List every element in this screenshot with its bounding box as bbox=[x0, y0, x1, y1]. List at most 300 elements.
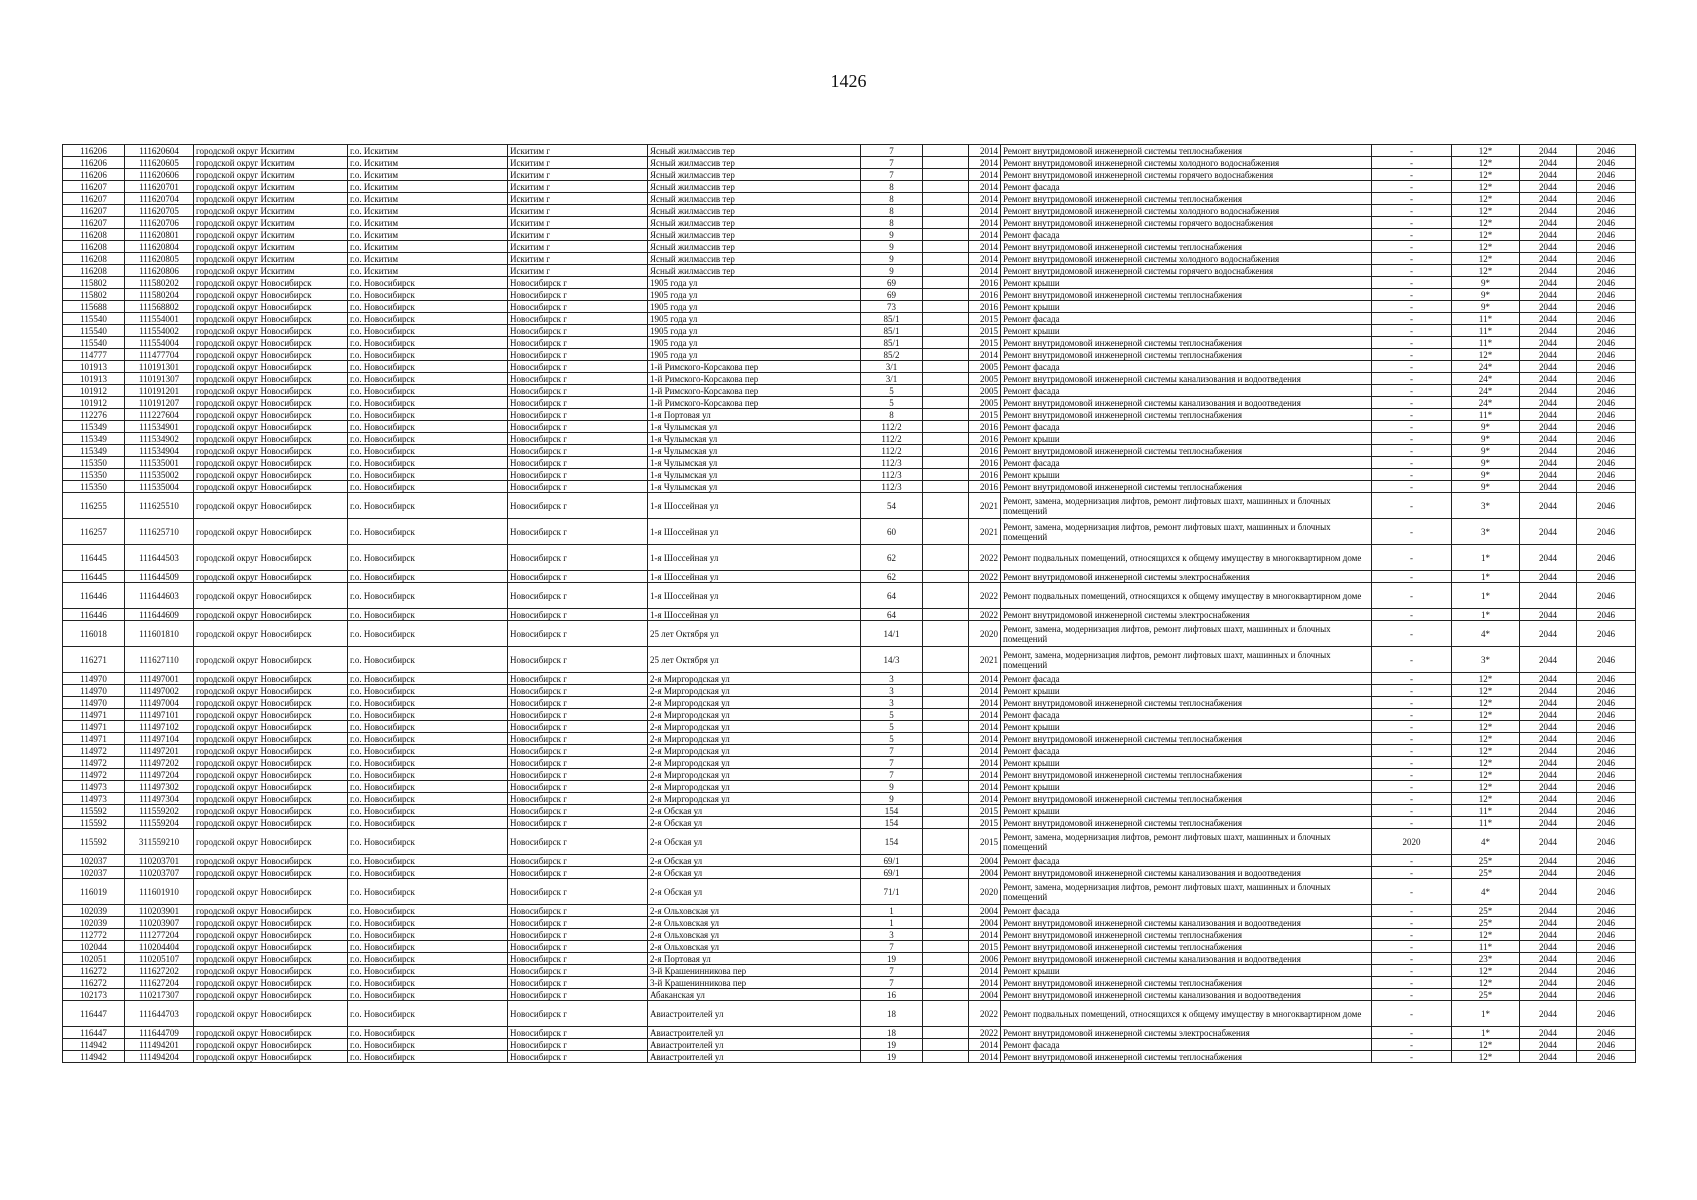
cell-building bbox=[923, 217, 969, 229]
cell-start-year: 2044 bbox=[1520, 709, 1577, 721]
cell-street: 1-й Римского-Корсакова пер bbox=[648, 385, 861, 397]
cell-house-id: 115349 bbox=[63, 421, 125, 433]
cell-house-number: 112/2 bbox=[861, 421, 923, 433]
table-row bbox=[63, 229, 1636, 241]
cell-house-id: 115802 bbox=[63, 277, 125, 289]
table-row bbox=[63, 313, 1636, 325]
cell-street: Ясный жилмассив тер bbox=[648, 265, 861, 277]
cell-house-number: 7 bbox=[861, 145, 923, 157]
cell-house-number: 112/3 bbox=[861, 469, 923, 481]
cell-planned-year: - bbox=[1372, 583, 1452, 609]
cell-start-year: 2044 bbox=[1520, 253, 1577, 265]
cell-element-id: 111497204 bbox=[125, 769, 194, 781]
cell-settlement: Новосибирск г bbox=[508, 571, 648, 583]
cell-street: 2-я Ольховская ул bbox=[648, 905, 861, 917]
cell-term: 9* bbox=[1452, 469, 1520, 481]
cell-municipal-formation: г.о. Новосибирск bbox=[348, 545, 508, 571]
cell-house-number: 64 bbox=[861, 583, 923, 609]
cell-house-id: 115592 bbox=[63, 829, 125, 855]
cell-house-id: 102037 bbox=[63, 867, 125, 879]
cell-element-id: 111559202 bbox=[125, 805, 194, 817]
cell-house-id: 116445 bbox=[63, 571, 125, 583]
cell-element-id: 111497002 bbox=[125, 685, 194, 697]
table-row bbox=[63, 673, 1636, 685]
cell-term: 12* bbox=[1452, 977, 1520, 989]
cell-settlement: Новосибирск г bbox=[508, 609, 648, 621]
cell-planned-year: - bbox=[1372, 929, 1452, 941]
cell-municipal-formation: г.о. Новосибирск bbox=[348, 397, 508, 409]
cell-planned-year: - bbox=[1372, 361, 1452, 373]
cell-element-id: 111625510 bbox=[125, 493, 194, 519]
cell-house-id: 102044 bbox=[63, 941, 125, 953]
cell-element-id: 111627110 bbox=[125, 647, 194, 673]
cell-term: 1* bbox=[1452, 571, 1520, 583]
cell-work-type: Ремонт внутридомовой инженерной системы теплоснабжения bbox=[1001, 977, 1372, 989]
cell-element-id: 111554004 bbox=[125, 337, 194, 349]
table-row bbox=[63, 421, 1636, 433]
cell-building bbox=[923, 1039, 969, 1051]
cell-element-id: 110191207 bbox=[125, 397, 194, 409]
cell-house-id: 102051 bbox=[63, 953, 125, 965]
cell-building bbox=[923, 855, 969, 867]
cell-building bbox=[923, 385, 969, 397]
cell-element-id: 110217307 bbox=[125, 989, 194, 1001]
cell-term: 9* bbox=[1452, 277, 1520, 289]
table-row bbox=[63, 805, 1636, 817]
cell-element-id: 111620804 bbox=[125, 241, 194, 253]
cell-term: 25* bbox=[1452, 855, 1520, 867]
cell-start-year: 2044 bbox=[1520, 583, 1577, 609]
cell-work-type: Ремонт внутридомовой инженерной системы горячего водоснабжения bbox=[1001, 265, 1372, 277]
cell-street: 3-й Крашенинникова пер bbox=[648, 965, 861, 977]
cell-start-year: 2044 bbox=[1520, 793, 1577, 805]
cell-house-id: 116446 bbox=[63, 609, 125, 621]
cell-term: 12* bbox=[1452, 929, 1520, 941]
cell-municipality: городской округ Новосибирск bbox=[194, 769, 348, 781]
cell-house-id: 116019 bbox=[63, 879, 125, 905]
cell-planned-year: - bbox=[1372, 1001, 1452, 1027]
cell-term: 12* bbox=[1452, 709, 1520, 721]
cell-start-year: 2044 bbox=[1520, 817, 1577, 829]
cell-term: 11* bbox=[1452, 941, 1520, 953]
cell-house-number: 14/1 bbox=[861, 621, 923, 647]
cell-element-id: 110191201 bbox=[125, 385, 194, 397]
table-row bbox=[63, 409, 1636, 421]
cell-planned-year: - bbox=[1372, 905, 1452, 917]
cell-building bbox=[923, 545, 969, 571]
cell-municipal-formation: г.о. Искитим bbox=[348, 253, 508, 265]
cell-end-year: 2046 bbox=[1577, 685, 1636, 697]
cell-planned-year: - bbox=[1372, 545, 1452, 571]
cell-year: 2014 bbox=[969, 1039, 1001, 1051]
cell-house-number: 7 bbox=[861, 757, 923, 769]
cell-planned-year: - bbox=[1372, 733, 1452, 745]
cell-house-number: 5 bbox=[861, 733, 923, 745]
cell-end-year: 2046 bbox=[1577, 325, 1636, 337]
cell-municipality: городской округ Новосибирск bbox=[194, 385, 348, 397]
cell-building bbox=[923, 709, 969, 721]
cell-municipality: городской округ Новосибирск bbox=[194, 721, 348, 733]
cell-municipal-formation: г.о. Новосибирск bbox=[348, 469, 508, 481]
cell-building bbox=[923, 445, 969, 457]
cell-end-year: 2046 bbox=[1577, 277, 1636, 289]
cell-street: 1-я Шоссейная ул bbox=[648, 493, 861, 519]
cell-municipal-formation: г.о. Новосибирск bbox=[348, 361, 508, 373]
cell-municipal-formation: г.о. Новосибирск bbox=[348, 373, 508, 385]
cell-house-id: 114970 bbox=[63, 685, 125, 697]
cell-start-year: 2044 bbox=[1520, 867, 1577, 879]
cell-work-type: Ремонт, замена, модернизация лифтов, ремонт лифтовых шахт, машинных и блочных помещений bbox=[1001, 519, 1372, 545]
cell-term: 12* bbox=[1452, 781, 1520, 793]
cell-house-number: 85/1 bbox=[861, 325, 923, 337]
table-row bbox=[63, 781, 1636, 793]
table-row bbox=[63, 457, 1636, 469]
cell-start-year: 2044 bbox=[1520, 277, 1577, 289]
cell-street: 1905 года ул bbox=[648, 277, 861, 289]
cell-house-number: 9 bbox=[861, 229, 923, 241]
cell-settlement: Новосибирск г bbox=[508, 879, 648, 905]
cell-municipal-formation: г.о. Искитим bbox=[348, 217, 508, 229]
cell-municipal-formation: г.о. Искитим bbox=[348, 145, 508, 157]
cell-start-year: 2044 bbox=[1520, 229, 1577, 241]
cell-street: 2-я Миргородская ул bbox=[648, 673, 861, 685]
cell-planned-year: - bbox=[1372, 241, 1452, 253]
cell-planned-year: - bbox=[1372, 697, 1452, 709]
cell-element-id: 111620706 bbox=[125, 217, 194, 229]
table-row bbox=[63, 855, 1636, 867]
cell-building bbox=[923, 941, 969, 953]
cell-planned-year: - bbox=[1372, 193, 1452, 205]
cell-year: 2015 bbox=[969, 325, 1001, 337]
cell-house-id: 116208 bbox=[63, 265, 125, 277]
cell-end-year: 2046 bbox=[1577, 855, 1636, 867]
table-row bbox=[63, 941, 1636, 953]
cell-municipality: городской округ Новосибирск bbox=[194, 571, 348, 583]
cell-municipality: городской округ Новосибирск bbox=[194, 349, 348, 361]
cell-municipal-formation: г.о. Новосибирск bbox=[348, 685, 508, 697]
cell-element-id: 111534904 bbox=[125, 445, 194, 457]
cell-year: 2014 bbox=[969, 709, 1001, 721]
cell-house-number: 9 bbox=[861, 265, 923, 277]
cell-street: 1-я Чулымская ул bbox=[648, 433, 861, 445]
cell-building bbox=[923, 519, 969, 545]
cell-building bbox=[923, 685, 969, 697]
cell-year: 2021 bbox=[969, 493, 1001, 519]
cell-settlement: Новосибирск г bbox=[508, 917, 648, 929]
cell-work-type: Ремонт внутридомовой инженерной системы горячего водоснабжения bbox=[1001, 217, 1372, 229]
cell-municipal-formation: г.о. Новосибирск bbox=[348, 697, 508, 709]
cell-start-year: 2044 bbox=[1520, 1039, 1577, 1051]
cell-end-year: 2046 bbox=[1577, 519, 1636, 545]
cell-street: 1905 года ул bbox=[648, 349, 861, 361]
cell-term: 12* bbox=[1452, 253, 1520, 265]
cell-start-year: 2044 bbox=[1520, 647, 1577, 673]
cell-municipality: городской округ Новосибирск bbox=[194, 867, 348, 879]
cell-work-type: Ремонт крыши bbox=[1001, 469, 1372, 481]
cell-municipality: городской округ Новосибирск bbox=[194, 373, 348, 385]
cell-end-year: 2046 bbox=[1577, 433, 1636, 445]
cell-house-id: 115540 bbox=[63, 313, 125, 325]
cell-house-number: 5 bbox=[861, 721, 923, 733]
cell-work-type: Ремонт внутридомовой инженерной системы канализования и водоотведения bbox=[1001, 917, 1372, 929]
cell-planned-year: - bbox=[1372, 879, 1452, 905]
cell-municipality: городской округ Новосибирск bbox=[194, 685, 348, 697]
cell-year: 2022 bbox=[969, 1001, 1001, 1027]
cell-house-number: 154 bbox=[861, 829, 923, 855]
cell-municipal-formation: г.о. Новосибирск bbox=[348, 647, 508, 673]
cell-municipal-formation: г.о. Новосибирск bbox=[348, 989, 508, 1001]
cell-municipality: городской округ Новосибирск bbox=[194, 481, 348, 493]
table-row bbox=[63, 205, 1636, 217]
cell-year: 2016 bbox=[969, 469, 1001, 481]
cell-end-year: 2046 bbox=[1577, 145, 1636, 157]
table-row bbox=[63, 829, 1636, 855]
cell-term: 12* bbox=[1452, 673, 1520, 685]
cell-term: 12* bbox=[1452, 217, 1520, 229]
cell-planned-year: - bbox=[1372, 709, 1452, 721]
cell-settlement: Новосибирск г bbox=[508, 965, 648, 977]
cell-end-year: 2046 bbox=[1577, 253, 1636, 265]
cell-planned-year: - bbox=[1372, 867, 1452, 879]
table-row bbox=[63, 325, 1636, 337]
cell-municipality: городской округ Новосибирск bbox=[194, 941, 348, 953]
cell-municipality: городской округ Новосибирск bbox=[194, 977, 348, 989]
cell-street: Ясный жилмассив тер bbox=[648, 169, 861, 181]
cell-street: 1-я Чулымская ул bbox=[648, 457, 861, 469]
cell-year: 2014 bbox=[969, 793, 1001, 805]
cell-year: 2022 bbox=[969, 583, 1001, 609]
cell-work-type: Ремонт внутридомовой инженерной системы теплоснабжения bbox=[1001, 289, 1372, 301]
cell-element-id: 111644709 bbox=[125, 1027, 194, 1039]
cell-building bbox=[923, 781, 969, 793]
cell-element-id: 111227604 bbox=[125, 409, 194, 421]
cell-settlement: Новосибирск г bbox=[508, 361, 648, 373]
cell-house-id: 114972 bbox=[63, 757, 125, 769]
cell-planned-year: - bbox=[1372, 685, 1452, 697]
cell-house-id: 112276 bbox=[63, 409, 125, 421]
cell-planned-year: - bbox=[1372, 265, 1452, 277]
cell-street: 3-й Крашенинникова пер bbox=[648, 977, 861, 989]
cell-street: 1-я Шоссейная ул bbox=[648, 609, 861, 621]
cell-building bbox=[923, 409, 969, 421]
cell-settlement: Новосибирск г bbox=[508, 397, 648, 409]
cell-house-id: 114942 bbox=[63, 1039, 125, 1051]
cell-start-year: 2044 bbox=[1520, 157, 1577, 169]
cell-element-id: 111625710 bbox=[125, 519, 194, 545]
cell-house-id: 115350 bbox=[63, 481, 125, 493]
cell-municipal-formation: г.о. Новосибирск bbox=[348, 493, 508, 519]
cell-work-type: Ремонт фасада bbox=[1001, 673, 1372, 685]
cell-municipal-formation: г.о. Новосибирск bbox=[348, 769, 508, 781]
cell-house-number: 19 bbox=[861, 953, 923, 965]
cell-building bbox=[923, 621, 969, 647]
cell-work-type: Ремонт подвальных помещений, относящихся к общему имуществу в многоквартирном доме bbox=[1001, 583, 1372, 609]
cell-planned-year: - bbox=[1372, 1039, 1452, 1051]
cell-street: 2-я Миргородская ул bbox=[648, 697, 861, 709]
cell-year: 2014 bbox=[969, 169, 1001, 181]
cell-building bbox=[923, 721, 969, 733]
cell-municipality: городской округ Новосибирск bbox=[194, 325, 348, 337]
cell-settlement: Искитим г bbox=[508, 241, 648, 253]
cell-street: Ясный жилмассив тер bbox=[648, 229, 861, 241]
cell-year: 2016 bbox=[969, 289, 1001, 301]
cell-municipality: городской округ Новосибирск bbox=[194, 289, 348, 301]
cell-year: 2014 bbox=[969, 781, 1001, 793]
cell-house-id: 114973 bbox=[63, 781, 125, 793]
cell-municipality: городской округ Новосибирск bbox=[194, 829, 348, 855]
cell-end-year: 2046 bbox=[1577, 953, 1636, 965]
cell-end-year: 2046 bbox=[1577, 745, 1636, 757]
cell-start-year: 2044 bbox=[1520, 1027, 1577, 1039]
cell-year: 2014 bbox=[969, 673, 1001, 685]
cell-end-year: 2046 bbox=[1577, 1001, 1636, 1027]
cell-end-year: 2046 bbox=[1577, 241, 1636, 253]
cell-start-year: 2044 bbox=[1520, 571, 1577, 583]
cell-house-id: 115350 bbox=[63, 469, 125, 481]
cell-house-number: 69/1 bbox=[861, 867, 923, 879]
cell-building bbox=[923, 301, 969, 313]
cell-municipality: городской округ Новосибирск bbox=[194, 409, 348, 421]
cell-work-type: Ремонт, замена, модернизация лифтов, ремонт лифтовых шахт, машинных и блочных помещений bbox=[1001, 879, 1372, 905]
table-row bbox=[63, 709, 1636, 721]
cell-municipal-formation: г.о. Искитим bbox=[348, 229, 508, 241]
cell-work-type: Ремонт внутридомовой инженерной системы электроснабжения bbox=[1001, 1027, 1372, 1039]
table-row bbox=[63, 965, 1636, 977]
cell-house-number: 1 bbox=[861, 917, 923, 929]
cell-municipality: городской округ Искитим bbox=[194, 217, 348, 229]
table-row bbox=[63, 905, 1636, 917]
cell-house-id: 115349 bbox=[63, 445, 125, 457]
cell-settlement: Новосибирск г bbox=[508, 313, 648, 325]
cell-end-year: 2046 bbox=[1577, 965, 1636, 977]
cell-planned-year: - bbox=[1372, 917, 1452, 929]
cell-start-year: 2044 bbox=[1520, 781, 1577, 793]
cell-municipal-formation: г.о. Новосибирск bbox=[348, 457, 508, 469]
cell-term: 11* bbox=[1452, 337, 1520, 349]
cell-house-number: 9 bbox=[861, 253, 923, 265]
cell-work-type: Ремонт крыши bbox=[1001, 721, 1372, 733]
cell-planned-year: - bbox=[1372, 621, 1452, 647]
cell-end-year: 2046 bbox=[1577, 621, 1636, 647]
cell-house-id: 114973 bbox=[63, 793, 125, 805]
cell-planned-year: - bbox=[1372, 445, 1452, 457]
cell-planned-year: - bbox=[1372, 769, 1452, 781]
cell-year: 2016 bbox=[969, 481, 1001, 493]
cell-end-year: 2046 bbox=[1577, 1027, 1636, 1039]
cell-term: 12* bbox=[1452, 145, 1520, 157]
cell-end-year: 2046 bbox=[1577, 469, 1636, 481]
cell-house-id: 116018 bbox=[63, 621, 125, 647]
cell-end-year: 2046 bbox=[1577, 879, 1636, 905]
table-row bbox=[63, 217, 1636, 229]
cell-street: 2-я Миргородская ул bbox=[648, 721, 861, 733]
cell-street: 1-я Шоссейная ул bbox=[648, 583, 861, 609]
table-row bbox=[63, 385, 1636, 397]
cell-settlement: Новосибирск г bbox=[508, 481, 648, 493]
cell-element-id: 111644703 bbox=[125, 1001, 194, 1027]
cell-start-year: 2044 bbox=[1520, 337, 1577, 349]
cell-municipal-formation: г.о. Искитим bbox=[348, 181, 508, 193]
table-row bbox=[63, 481, 1636, 493]
cell-work-type: Ремонт внутридомовой инженерной системы холодного водоснабжения bbox=[1001, 253, 1372, 265]
cell-house-number: 7 bbox=[861, 965, 923, 977]
cell-municipality: городской округ Искитим bbox=[194, 181, 348, 193]
cell-work-type: Ремонт, замена, модернизация лифтов, ремонт лифтовых шахт, машинных и блочных помещений bbox=[1001, 493, 1372, 519]
cell-house-id: 114971 bbox=[63, 733, 125, 745]
cell-settlement: Новосибирск г bbox=[508, 1027, 648, 1039]
cell-building bbox=[923, 337, 969, 349]
cell-building bbox=[923, 349, 969, 361]
cell-planned-year: - bbox=[1372, 277, 1452, 289]
repair-schedule-table bbox=[62, 144, 1636, 1063]
cell-term: 11* bbox=[1452, 817, 1520, 829]
cell-municipal-formation: г.о. Новосибирск bbox=[348, 519, 508, 545]
cell-year: 2015 bbox=[969, 313, 1001, 325]
cell-end-year: 2046 bbox=[1577, 697, 1636, 709]
cell-municipal-formation: г.о. Новосибирск bbox=[348, 1051, 508, 1063]
cell-building bbox=[923, 277, 969, 289]
cell-settlement: Новосибирск г bbox=[508, 469, 648, 481]
cell-term: 9* bbox=[1452, 433, 1520, 445]
cell-municipality: городской округ Новосибирск bbox=[194, 709, 348, 721]
cell-street: 1905 года ул bbox=[648, 289, 861, 301]
cell-building bbox=[923, 977, 969, 989]
cell-municipality: городской округ Новосибирск bbox=[194, 609, 348, 621]
cell-term: 4* bbox=[1452, 621, 1520, 647]
cell-term: 12* bbox=[1452, 733, 1520, 745]
cell-municipal-formation: г.о. Новосибирск bbox=[348, 917, 508, 929]
cell-work-type: Ремонт крыши bbox=[1001, 805, 1372, 817]
cell-term: 12* bbox=[1452, 965, 1520, 977]
cell-building bbox=[923, 205, 969, 217]
cell-municipal-formation: г.о. Искитим bbox=[348, 205, 508, 217]
cell-planned-year: - bbox=[1372, 253, 1452, 265]
cell-element-id: 110191307 bbox=[125, 373, 194, 385]
cell-planned-year: - bbox=[1372, 609, 1452, 621]
cell-year: 2005 bbox=[969, 397, 1001, 409]
cell-house-id: 114970 bbox=[63, 673, 125, 685]
cell-end-year: 2046 bbox=[1577, 793, 1636, 805]
table-row bbox=[63, 867, 1636, 879]
cell-year: 2014 bbox=[969, 745, 1001, 757]
cell-end-year: 2046 bbox=[1577, 929, 1636, 941]
cell-municipality: городской округ Новосибирск bbox=[194, 397, 348, 409]
cell-street: 1905 года ул bbox=[648, 337, 861, 349]
cell-work-type: Ремонт крыши bbox=[1001, 757, 1372, 769]
cell-work-type: Ремонт внутридомовой инженерной системы теплоснабжения bbox=[1001, 733, 1372, 745]
cell-building bbox=[923, 817, 969, 829]
cell-settlement: Новосибирск г bbox=[508, 977, 648, 989]
cell-building bbox=[923, 265, 969, 277]
cell-term: 9* bbox=[1452, 421, 1520, 433]
cell-house-number: 85/1 bbox=[861, 337, 923, 349]
cell-element-id: 111644509 bbox=[125, 571, 194, 583]
cell-settlement: Новосибирск г bbox=[508, 905, 648, 917]
cell-street: 1905 года ул bbox=[648, 325, 861, 337]
cell-work-type: Ремонт внутридомовой инженерной системы теплоснабжения bbox=[1001, 445, 1372, 457]
cell-building bbox=[923, 193, 969, 205]
cell-end-year: 2046 bbox=[1577, 421, 1636, 433]
cell-work-type: Ремонт фасада bbox=[1001, 745, 1372, 757]
cell-planned-year: - bbox=[1372, 421, 1452, 433]
cell-municipality: городской округ Новосибирск bbox=[194, 989, 348, 1001]
cell-building bbox=[923, 769, 969, 781]
cell-year: 2004 bbox=[969, 867, 1001, 879]
table-row bbox=[63, 697, 1636, 709]
cell-house-number: 3/1 bbox=[861, 373, 923, 385]
table-row bbox=[63, 647, 1636, 673]
cell-work-type: Ремонт фасада bbox=[1001, 855, 1372, 867]
